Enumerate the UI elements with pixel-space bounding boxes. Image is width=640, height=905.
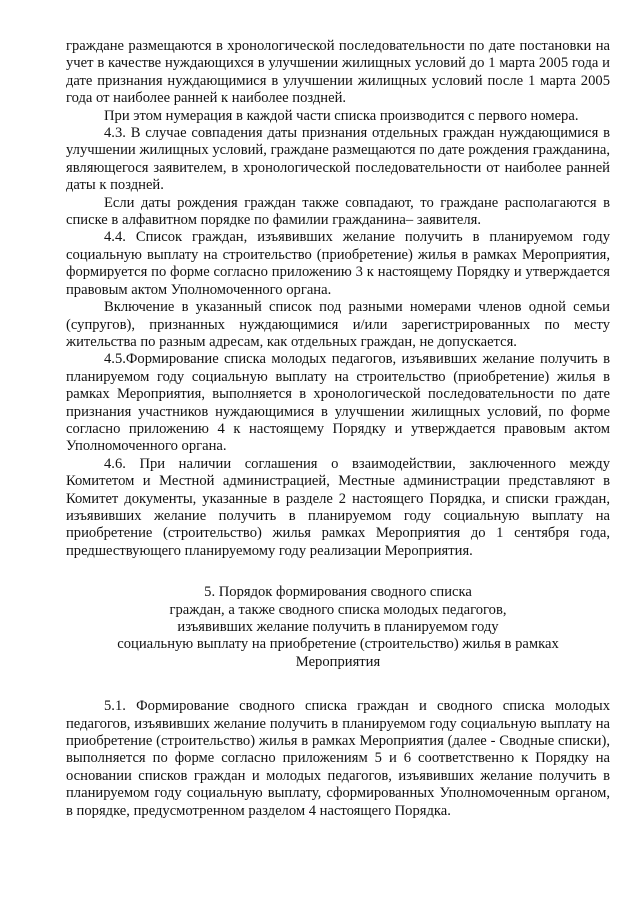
heading-line-3: изъявивших желание получить в планируемом году [177, 619, 499, 635]
paragraph-4-3: 4.3. В случае совпадения даты признания отдельных граждан нуждающимися в улучшении жилищных условий, граждане размещаются по дате рождения гражданина, являющегося заявителем, в хронологической последовательности от наиболее ранней даты к поздней. [66, 125, 610, 194]
section-5-heading [66, 584, 610, 671]
paragraph-4-5: 4.5.Формирование списка молодых педагогов, изъявивших желание получить в планируемом году социальную выплату на строительство (приобретение) жилья в рамках Мероприятия, выполняется в хронологической последовательности по дате признания участников нуждающимися в улучшении жилищных условий, по форме согласно приложению 4 к настоящему Порядку и утверждается правовым актом Уполномоченного органа. [66, 351, 610, 455]
paragraph-numbering: При этом нумерация в каждой части списка производится с первого номера. [104, 107, 579, 124]
paragraph-5-1: 5.1. Формирование сводного списка граждан и сводного списка молодых педагогов, изъявивших желание получить в планируемом году социальную выплату на приобретение (строительство) жилья в рамках Мероприятия (далее - Сводные списки), выполняется по форме согласно приложениям 5 и 6 соответственно к Порядку на основании списков граждан и молодых педагогов, изъявивших желание получить в планируемом году социальную выплату, сформированных Уполномоченным органом, в порядке, предусмотренном разделом 4 настоящего Порядка. [66, 698, 610, 819]
paragraph-continuation: граждане размещаются в хронологической последовательности по дате постановки на учет в качестве нуждающихся в улучшении жилищных условий до 1 марта 2005 года и дате признания нуждающимися в улучшении жилищных условий после 1 марта 2005 года от наиболее ранней к наиболее поздней. [66, 38, 610, 107]
heading-line-2: граждан, а также сводного списка молодых педагогов, [169, 601, 507, 618]
paragraph-birth-dates: Если даты рождения граждан также совпадают, то граждане располагаются в списке в алфавитном порядке по фамилии гражданина– заявителя. [66, 194, 610, 229]
heading-line-5: Мероприятия [295, 653, 381, 670]
heading-line-1: 5. Порядок формирования сводного списка [204, 584, 472, 601]
paragraph-4-4: 4.4. Список граждан, изъявивших желание получить в планируемом году социальную выплату на строительство (приобретение) жилья в рамках Мероприятия, формируется по форме согласно приложению 3 к настоящему Порядку и утверждается правовым актом Уполномоченного органа. [66, 229, 610, 298]
paragraph-family-inclusion: Включение в указанный список под разными номерами членов одной семьи (супругов), признанных нуждающимися и/или зарегистрированных по месту жительства по разным адресам, как отдельных граждан, не допускается. [66, 299, 610, 350]
heading-line-4: социальную выплату на приобретение (строительство) жилья в рамках [117, 636, 559, 653]
paragraph-4-6: 4.6. При наличии соглашения о взаимодействии, заключенного между Комитетом и Местной администрацией, Местные администрации представляют в Комитет документы, указанные в разделе 2 настоящего Порядка, и списки граждан, изъявивших желание получить в планируемом году социальную выплату на приобретение (строительство) жилья рамках Мероприятия до 1 сентября года, предшествующего планируемому году реализации Мероприятия. [66, 455, 610, 559]
